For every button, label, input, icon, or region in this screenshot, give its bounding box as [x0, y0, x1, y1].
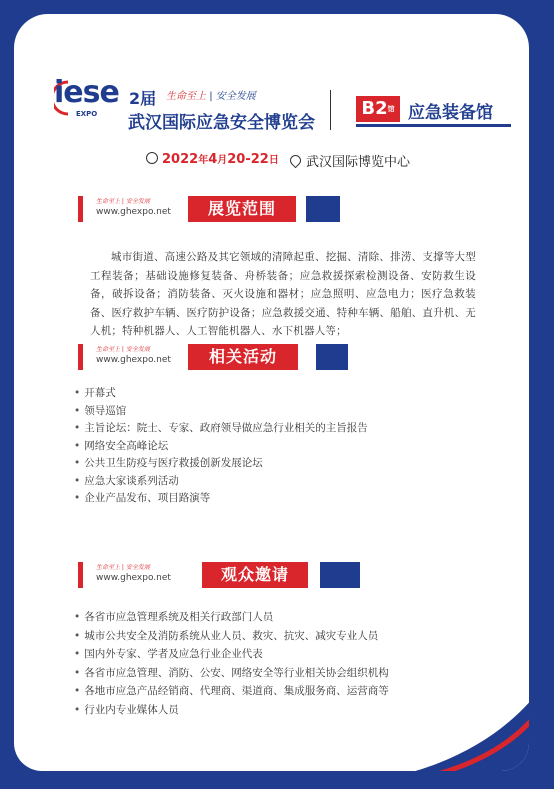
- list-item: • 各地市应急产品经销商、代理商、渠道商、集成服务商、运营商等: [74, 682, 389, 701]
- scope-paragraph: 城市街道、高速公路及其它领域的清障起重、挖掘、清除、排涝、支撑等大型工程装备；基础设施修复装备、舟桥装备；应急救援探索检测设备、安防救生设备，破拆设备；消防装备、灭火设施和器材；应急照明、应急电力；医疗急救装备、医疗救护车辆、医疗防护设备；应急救援交通、特种车辆、船舶、直升机、无人机；特种机器人、人工智能机器人、水下机器人等；: [90, 251, 476, 338]
- logo-expo: EXPO: [76, 110, 98, 118]
- event-title: 武汉国际应急安全博览会: [128, 113, 315, 133]
- section-header-scope: 生命至上 | 安全发展 www.ghexpo.net 展览范围: [78, 196, 340, 222]
- slogan: [166, 87, 256, 102]
- list-item: • 各省市应急管理系统及相关行政部门人员: [74, 608, 389, 627]
- list-item: • 城市公共安全及消防系统从业人员、救灾、抗灾、减灾专业人员: [74, 627, 389, 646]
- activities-list: [74, 385, 368, 508]
- list-item: • 行业内专业媒体人员: [74, 701, 389, 720]
- website-url: www.ghexpo.net: [96, 573, 171, 583]
- brochure-card: [14, 14, 529, 771]
- website-url: www.ghexpo.net: [96, 355, 171, 365]
- section-title-scope: 展览范围: [188, 196, 296, 222]
- list-item: • 国内外专家、学者及应急行业企业代表: [74, 645, 389, 664]
- list-item: • 主旨论坛：院士、专家、政府领导做应急行业相关的主旨报告: [74, 420, 368, 438]
- slogan-part-a: 生命至上: [166, 91, 206, 102]
- header-divider: [330, 90, 331, 130]
- list-item: • 应急大家谈系列活动: [74, 473, 368, 491]
- hall-badge: $B2^馆$: [356, 96, 400, 122]
- section-header-audience: 生命至上 | 安全发展 www.ghexpo.net 观众邀请: [78, 562, 340, 588]
- slogan-part-b: 安全发展: [215, 91, 256, 102]
- audience-list: [74, 608, 389, 719]
- list-item: • 领导巡馆: [74, 403, 368, 421]
- list-item: • 开幕式: [74, 385, 368, 403]
- section-header-activities: 生命至上 | 安全发展 www.ghexpo.net 相关活动: [78, 344, 340, 370]
- section-title-audience: 观众邀请: [202, 562, 308, 588]
- hall-underline: [356, 124, 511, 127]
- iese-logo: [54, 72, 124, 128]
- section-title-activities: 相关活动: [188, 344, 298, 370]
- date-row: 2022年4月20-22日: [146, 151, 279, 167]
- location-pin-icon: [288, 153, 304, 169]
- list-item: • 企业产品发布、项目路演等: [74, 490, 368, 508]
- logo-text: iese: [54, 75, 119, 110]
- slogan-sep: |: [209, 91, 213, 102]
- edition-number: 2届: [129, 89, 157, 108]
- clock-icon: [146, 152, 158, 164]
- decorative-swoosh: [349, 671, 529, 771]
- hall-name: 应急装备馆: [408, 103, 493, 123]
- website-url: www.ghexpo.net: [96, 207, 171, 217]
- venue-row: 武汉国际博览中心: [290, 151, 410, 170]
- list-item: • 公共卫生防疫与医疗救援创新发展论坛: [74, 455, 368, 473]
- list-item: • 网络安全高峰论坛: [74, 438, 368, 456]
- list-item: • 各省市应急管理、消防、公安、网络安全等行业相关协会组织机构: [74, 664, 389, 683]
